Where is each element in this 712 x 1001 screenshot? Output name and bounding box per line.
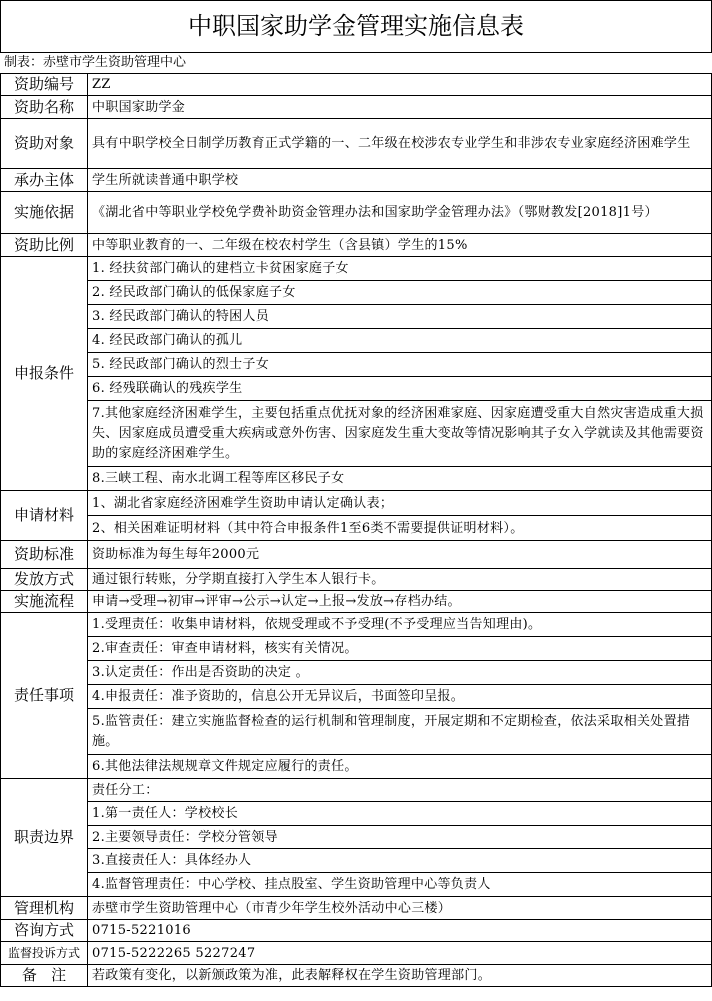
label-agency: 管理机构 <box>1 897 88 920</box>
condition-item: 2. 经民政部门确认的低保家庭子女 <box>88 281 712 305</box>
info-table <box>0 73 712 987</box>
label-target: 资助对象 <box>1 119 88 169</box>
value-host: 学生所就读普通中职学校 <box>88 169 712 192</box>
table-maker: 制表：赤壁市学生资助管理中心 <box>4 55 187 70</box>
material-item: 1、湖北省家庭经济困难学生资助申请认定确认表； <box>88 491 712 516</box>
value-agency: 赤壁市学生资助管理中心（市青少年学生校外活动中心三楼） <box>88 897 712 920</box>
label-basis: 实施依据 <box>1 192 88 234</box>
duty-item: 4.申报责任：准予资助的，信息公开无异议后，书面签印呈报。 <box>88 685 712 709</box>
condition-item: 3. 经民政部门确认的特困人员 <box>88 305 712 329</box>
label-process: 实施流程 <box>1 591 88 613</box>
value-target: 具有中职学校全日制学历教育正式学籍的一、二年级在校涉农专业学生和非涉农专业家庭经济困难学生 <box>88 119 712 169</box>
value-complaint: 0715-5222265 5227247 <box>88 942 712 965</box>
value-ratio: 中等职业教育的一、二年级在校农村学生（含县镇）学生的15% <box>88 234 712 257</box>
label-ratio: 资助比例 <box>1 234 88 257</box>
boundary-item: 1.第一责任人：学校校长 <box>88 802 712 826</box>
label-consult: 咨询方式 <box>1 920 88 942</box>
boundary-item: 4.监督管理责任：中心学校、挂点股室、学生资助管理中心等负责人 <box>88 873 712 897</box>
label-conditions: 申报条件 <box>1 257 88 491</box>
value-consult: 0715-5221016 <box>88 920 712 942</box>
label-payment: 发放方式 <box>1 569 88 591</box>
condition-item: 5. 经民政部门确认的烈士子女 <box>88 353 712 377</box>
material-item: 2、相关困难证明材料（其中符合申报条件1至6类不需要提供证明材料）。 <box>88 516 712 541</box>
value-remark: 若政策有变化，以新颁政策为准，此表解释权在学生资助管理部门。 <box>88 965 712 987</box>
value-process: 申请→受理→初审→评审→公示→认定→上报→发放→存档办结。 <box>88 591 712 613</box>
value-name: 中职国家助学金 <box>88 96 712 119</box>
label-code: 资助编号 <box>1 74 88 96</box>
label-remark: 备 注 <box>1 965 88 987</box>
value-standard: 资助标准为每生每年2000元 <box>88 541 712 569</box>
value-payment: 通过银行转账，分学期直接打入学生本人银行卡。 <box>88 569 712 591</box>
boundary-item: 责任分工： <box>88 779 712 802</box>
duty-item: 5.监管责任：建立实施监督检查的运行机制和管理制度，开展定期和不定期检查，依法采取相关处置措施。 <box>88 709 712 755</box>
duty-item: 6.其他法律法规规章文件规定应履行的责任。 <box>88 755 712 779</box>
label-duties: 责任事项 <box>1 613 88 779</box>
condition-item: 8.三峡工程、南水北调工程等库区移民子女 <box>88 467 712 491</box>
label-name: 资助名称 <box>1 96 88 119</box>
duty-item: 3.认定责任：作出是否资助的决定 。 <box>88 661 712 685</box>
label-materials: 申请材料 <box>1 491 88 541</box>
label-boundary: 职责边界 <box>1 779 88 897</box>
duty-item: 2.审查责任：审查申请材料，核实有关情况。 <box>88 637 712 661</box>
label-complaint: 监督投诉方式 <box>1 942 88 965</box>
boundary-item: 2.主要领导责任：学校分管领导 <box>88 826 712 849</box>
condition-item: 1. 经扶贫部门确认的建档立卡贫困家庭子女 <box>88 257 712 281</box>
label-host: 承办主体 <box>1 169 88 192</box>
condition-item: 4. 经民政部门确认的孤儿 <box>88 329 712 353</box>
label-standard: 资助标准 <box>1 541 88 569</box>
condition-item: 6. 经残联确认的残疾学生 <box>88 377 712 401</box>
page-title: 中职国家助学金管理实施信息表 <box>0 0 712 53</box>
boundary-item: 3.直接责任人：具体经办人 <box>88 849 712 873</box>
value-code: ZZ <box>88 74 712 96</box>
duty-item: 1.受理责任：收集申请材料，依规受理或不予受理(不予受理应当告知理由)。 <box>88 613 712 637</box>
condition-item: 7.其他家庭经济困难学生，主要包括重点优抚对象的经济困难家庭、因家庭遭受重大自然灾害造成重大损失、因家庭成员遭受重大疾病或意外伤害、因家庭发生重大变故等情况影响其子女入学就读及其他需要资助的家庭经济困难学生。 <box>88 401 712 467</box>
value-basis: 《湖北省中等职业学校免学费补助资金管理办法和国家助学金管理办法》（鄂财教发[2018]1号） <box>88 192 712 234</box>
